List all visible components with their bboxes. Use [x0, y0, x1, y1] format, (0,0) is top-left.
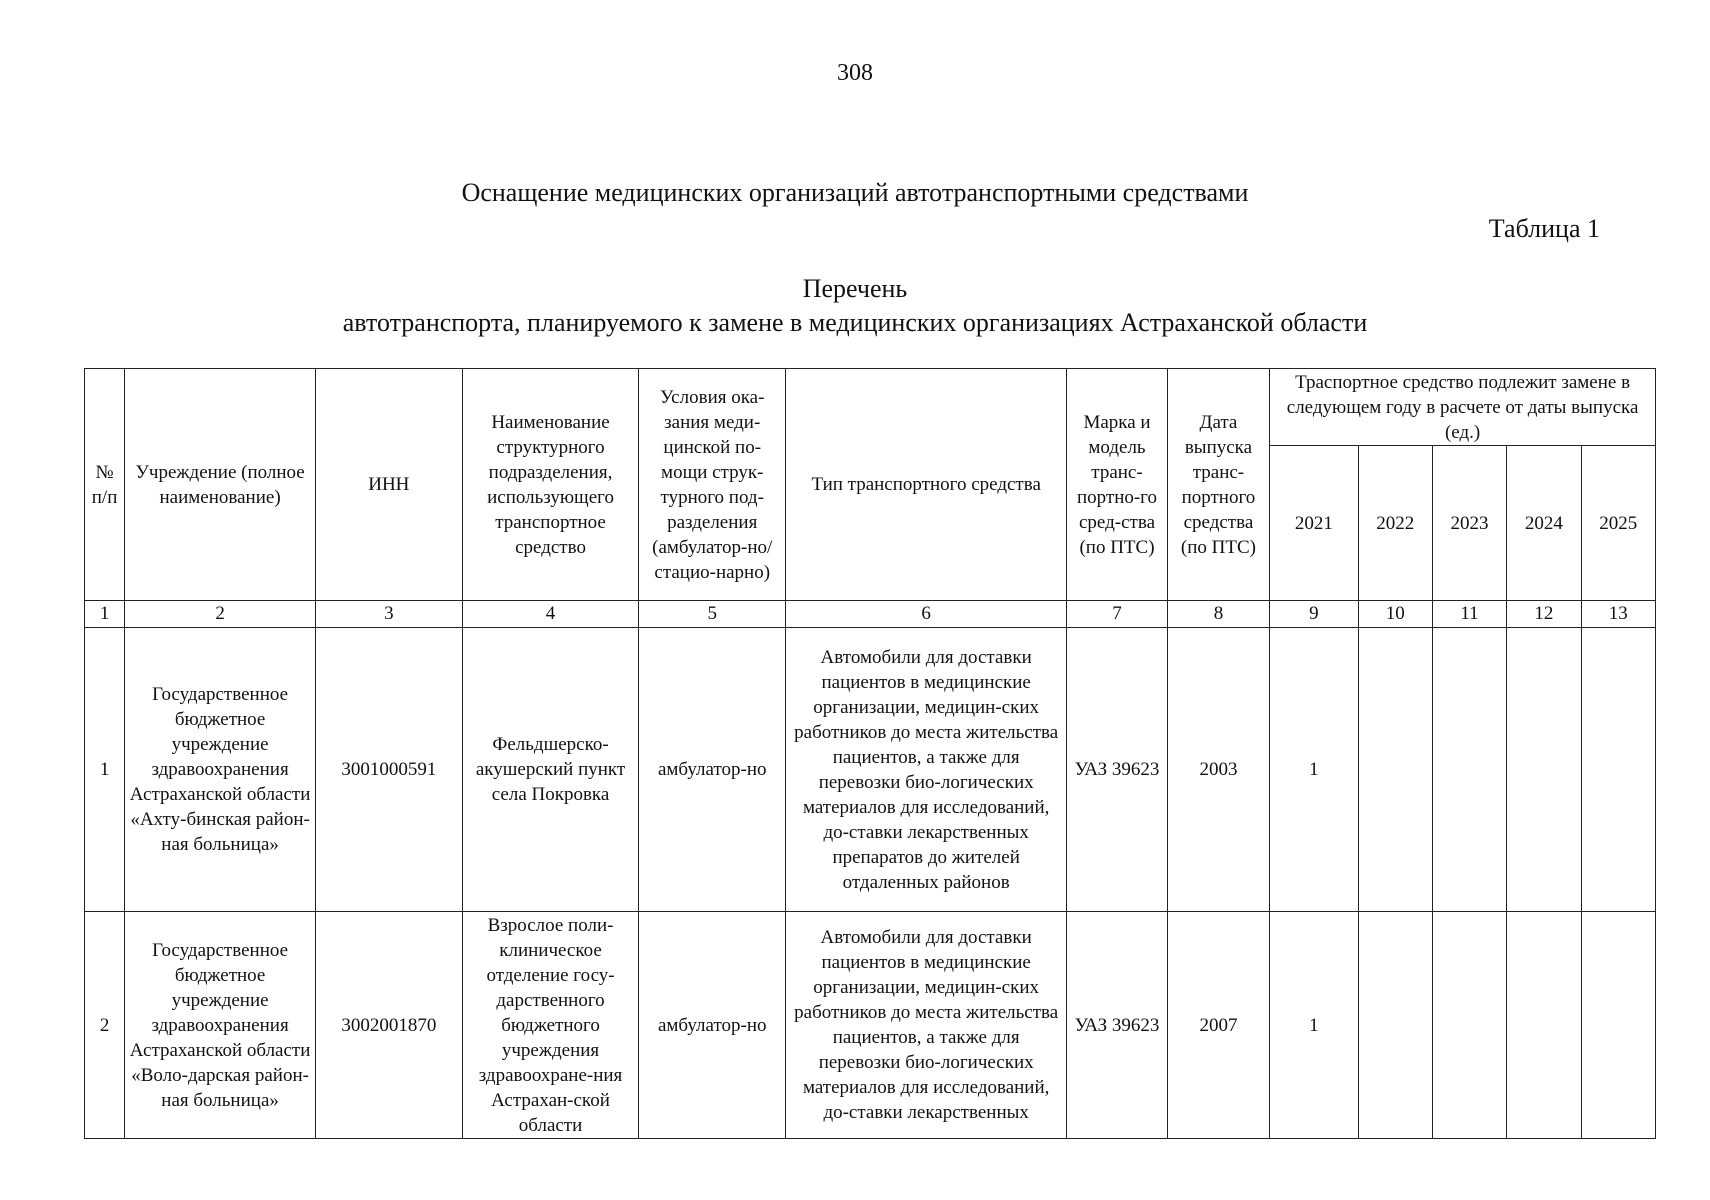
year-2022-cell — [1358, 628, 1432, 912]
year-2023-cell — [1432, 628, 1506, 912]
inn-cell: 3002001870 — [316, 912, 463, 1139]
header-year: 2025 — [1581, 446, 1655, 601]
column-number: 12 — [1507, 601, 1581, 628]
year-2024-cell — [1507, 912, 1581, 1139]
column-number: 4 — [462, 601, 639, 628]
year-2021-cell: 1 — [1270, 628, 1358, 912]
year-2024-cell — [1507, 628, 1581, 912]
vehicle-type-cell: Автомобили для доставки пациентов в медицинские организации, медицин-ских работников до места жительства пациентов, а также для перевозки био-логических материалов для исследований, до-ставки лекарственных — [786, 912, 1067, 1139]
column-number: 11 — [1432, 601, 1506, 628]
institution-cell: Государственное бюджетное учреждение здравоохранения Астраханской области «Воло-дарская район-ная больница» — [125, 912, 316, 1139]
column-number: 1 — [85, 601, 125, 628]
header-brand: Марка и модель транс-портно-го сред-ства (по ПТС) — [1067, 369, 1167, 601]
year-2025-cell — [1581, 912, 1655, 1139]
row-num: 2 — [85, 912, 125, 1139]
conditions-cell: амбулатор-но — [639, 628, 786, 912]
column-number: 5 — [639, 601, 786, 628]
document-heading: Оснащение медицинских организаций автотранспортными средствами — [461, 178, 1249, 207]
header-inn: ИНН — [316, 369, 463, 601]
header-year: 2022 — [1358, 446, 1432, 601]
table-label: Таблица 1 — [1488, 214, 1600, 243]
subdivision-cell: Взрослое поли-клиническое отделение госу-дарственного бюджетного учреждения здравоохране-ния Астрахан-ской области — [462, 912, 639, 1139]
subdivision-cell: Фельдшерско-акушерский пункт села Покровка — [462, 628, 639, 912]
column-number: 9 — [1270, 601, 1358, 628]
column-number: 13 — [1581, 601, 1655, 628]
header-replacement-group: Траспортное средство подлежит замене в следующем году в расчете от даты выпуска (ед.) — [1270, 369, 1656, 446]
header-vehicle-type: Тип транспортного средства — [786, 369, 1067, 601]
conditions-cell: амбулатор-но — [639, 912, 786, 1139]
header-subdivision: Наименование структурного подразделения, использующего транспортное средство — [462, 369, 639, 601]
row-num: 1 — [85, 628, 125, 912]
table-row — [85, 628, 1656, 912]
year-2025-cell — [1581, 628, 1655, 912]
list-title-line-1: Перечень — [802, 274, 908, 303]
year-2021-cell: 1 — [1270, 912, 1358, 1139]
column-number: 8 — [1167, 601, 1269, 628]
list-title — [0, 272, 1710, 340]
vehicle-type-cell: Автомобили для доставки пациентов в медицинские организации, медицин-ских работников до места жительства пациентов, а также для перевозки био-логических материалов для исследований, до-ставки лекарственных препаратов до жителей отдаленных районов — [786, 628, 1067, 912]
vehicle-replacement-table — [84, 368, 1656, 1139]
institution-cell: Государственное бюджетное учреждение здравоохранения Астраханской области «Ахту-бинская район-ная больница» — [125, 628, 316, 912]
date-cell: 2003 — [1167, 628, 1269, 912]
header-institution: Учреждение (полное наименование) — [125, 369, 316, 601]
header-year: 2024 — [1507, 446, 1581, 601]
brand-cell: УАЗ 39623 — [1067, 912, 1167, 1139]
page-number: 308 — [837, 60, 873, 86]
header-year: 2021 — [1270, 446, 1358, 601]
column-number: 7 — [1067, 601, 1167, 628]
column-number-row — [85, 601, 1656, 628]
brand-cell: УАЗ 39623 — [1067, 628, 1167, 912]
column-number: 10 — [1358, 601, 1432, 628]
column-number: 6 — [786, 601, 1067, 628]
header-date: Дата выпуска транс-портного средства (по ПТС) — [1167, 369, 1269, 601]
year-2022-cell — [1358, 912, 1432, 1139]
year-2023-cell — [1432, 912, 1506, 1139]
table-row — [85, 912, 1656, 1139]
header-conditions: Условия ока-зания меди-цинской по-мощи струк-турного под-разделения (амбулатор-но/стацио-нарно) — [639, 369, 786, 601]
date-cell: 2007 — [1167, 912, 1269, 1139]
header-num: № п/п — [85, 369, 125, 601]
header-row — [85, 369, 1656, 446]
column-number: 3 — [316, 601, 463, 628]
column-number: 2 — [125, 601, 316, 628]
inn-cell: 3001000591 — [316, 628, 463, 912]
list-title-line-2: автотранспорта, планируемого к замене в медицинских организациях Астраханской области — [342, 308, 1368, 337]
header-year: 2023 — [1432, 446, 1506, 601]
